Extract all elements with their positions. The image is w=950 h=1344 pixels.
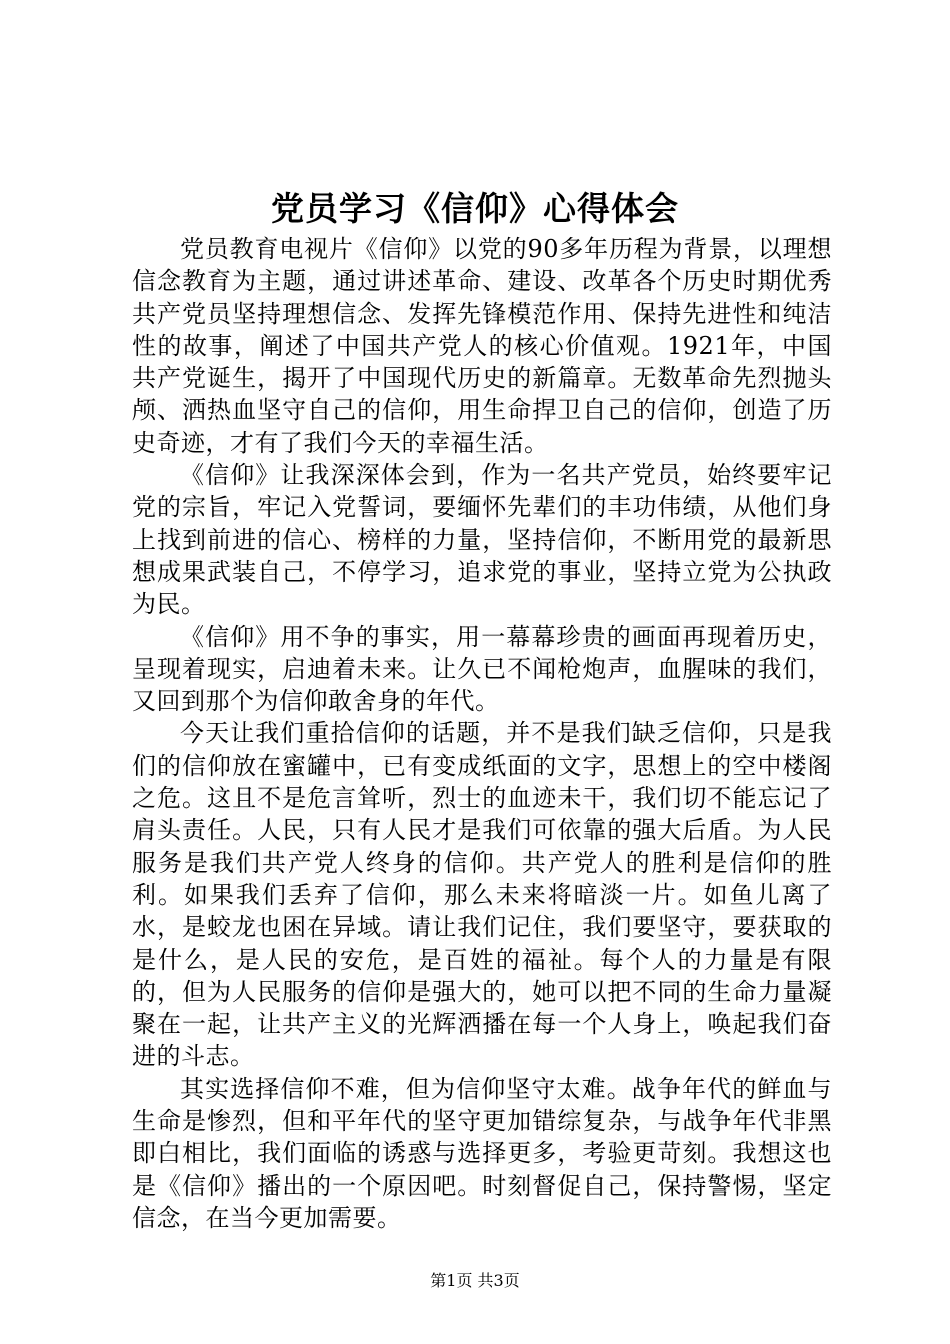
paragraph-1: 党员教育电视片《信仰》以党的90多年历程为背景，以理想信念教育为主题，通过讲述革命、建设、改革各个历史时期优秀共产党员坚持理想信念、发挥先锋模范作用、保持先进性和纯洁性的故事，阐述了中国共产党人的核心价值观。1921年，中国共产党诞生，揭开了中国现代历史的新篇章。无数革命先烈抛头颅、洒热血坚守自己的信仰，用生命捍卫自己的信仰，创造了历史奇迹，才有了我们今天的幸福生活。 xyxy=(132,235,832,457)
page-number-footer: 第1页 共3页 xyxy=(430,1271,520,1290)
paragraph-4: 今天让我们重拾信仰的话题，并不是我们缺乏信仰，只是我们的信仰放在蜜罐中，已有变成纸面的文字，思想上的空中楼阁之危。这且不是危言耸听，烈士的血迹未干，我们切不能忘记了肩头责任。人民，只有人民才是我们可依靠的强大后盾。为人民服务是我们共产党人终身的信仰。共产党人的胜利是信仰的胜利。如果我们丢弃了信仰，那么未来将暗淡一片。如鱼儿离了水，是蛟龙也困在异域。请让我们记住，我们要坚守，要获取的是什么，是人民的安危，是百姓的福祉。每个人的力量是有限的，但为人民服务的信仰是强大的，她可以把不同的生命力量凝聚在一起，让共产主义的光辉洒播在每一个人身上，唤起我们奋进的斗志。 xyxy=(132,719,832,1071)
page-title: 党员学习《信仰》心得体会 xyxy=(271,189,679,228)
paragraph-2: 《信仰》让我深深体会到，作为一名共产党员，始终要牢记党的宗旨，牢记入党誓词，要缅怀先辈们的丰功伟绩，从他们身上找到前进的信心、榜样的力量，坚持信仰，不断用党的最新思想成果武装自己，不停学习，追求党的事业，坚持立党为公执政为民。 xyxy=(132,461,832,619)
paragraph-3: 《信仰》用不争的事实，用一幕幕珍贵的画面再现着历史，呈现着现实，启迪着未来。让久已不闻枪炮声，血腥味的我们，又回到那个为信仰敢舍身的年代。 xyxy=(132,622,832,716)
paragraph-5: 其实选择信仰不难，但为信仰坚守太难。战争年代的鲜血与生命是惨烈，但和平年代的坚守更加错综复杂，与战争年代非黑即白相比，我们面临的诱惑与选择更多，考验更苛刻。我想这也是《信仰》播出的一个原因吧。时刻督促自己，保持警惕，坚定信念，在当今更加需要。 xyxy=(132,1074,832,1232)
document-body xyxy=(132,233,832,1234)
